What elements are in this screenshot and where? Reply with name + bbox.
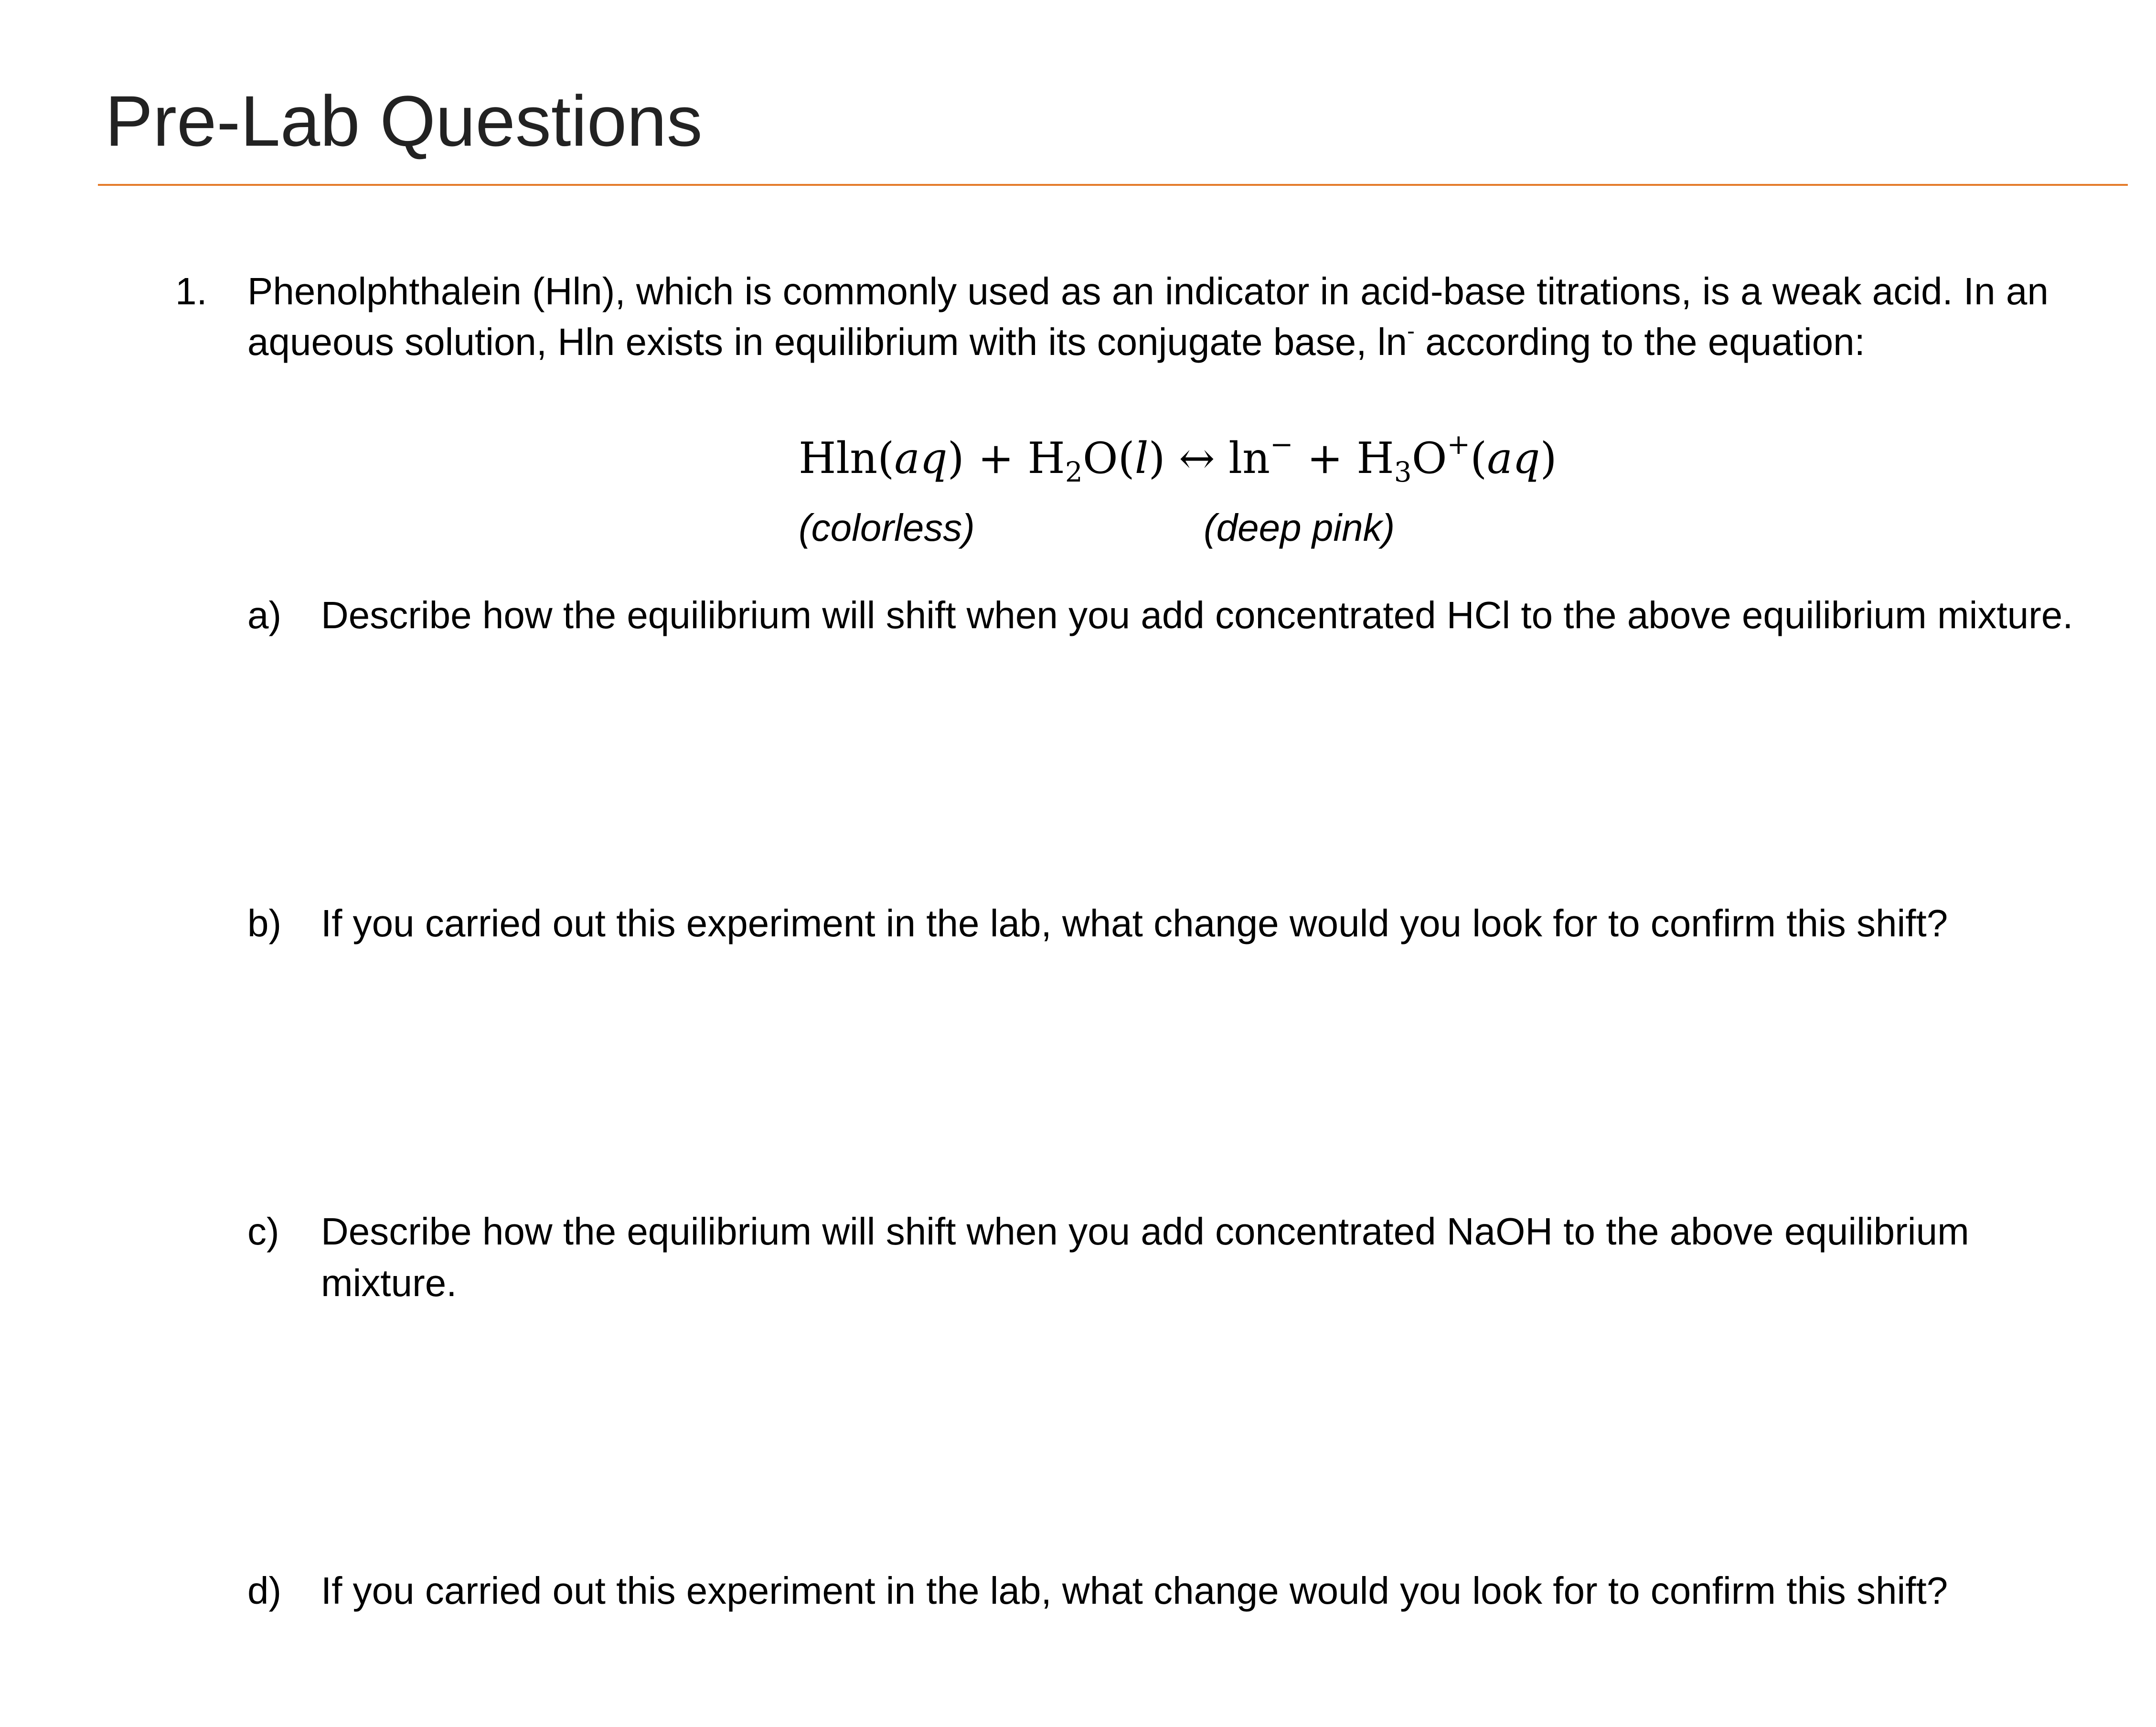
part-b-text: If you carried out this experiment in the lab, what change would you look for to confirm this shift? <box>321 902 1948 944</box>
eq-reactant-2-prefix: H <box>1027 433 1065 483</box>
part-c-letter: c) <box>247 1210 279 1253</box>
eq-product-2-suffix: O <box>1411 433 1447 483</box>
title-divider <box>98 184 2128 186</box>
part-a-letter: a) <box>247 594 282 636</box>
eq-product-2-subscript: 3 <box>1394 456 1412 488</box>
eq-arrow: ↔ <box>1179 433 1215 483</box>
eq-reactant-1: Hln <box>799 433 878 483</box>
intro-text-before: aqueous solution, Hln exists in equilibrium with its conjugate base, ln <box>247 321 1408 363</box>
eq-product-2-prefix: H <box>1356 433 1394 483</box>
eq-reactant-2-suffix: O <box>1082 433 1118 483</box>
eq-reactant-2-state: l <box>1134 433 1149 483</box>
part-a-text: Describe how the equilibrium will shift when you add concentrated HCl to the above equilibrium mixture. <box>321 594 2073 636</box>
intro-text-after: according to the equation: <box>1415 321 1865 363</box>
label-colorless: (colorless) <box>799 506 975 549</box>
part-b-letter: b) <box>247 902 282 944</box>
part-c-text-line-1: Describe how the equilibrium will shift when you add concentrated NaOH to the above equilibrium <box>321 1210 1969 1253</box>
eq-reactant-2-subscript: 2 <box>1065 456 1083 488</box>
eq-product-1: ln <box>1228 433 1270 483</box>
page-title: Pre-Lab Questions <box>105 81 703 161</box>
eq-plus-1: + <box>978 433 1014 483</box>
eq-reactant-1-state: aq <box>894 433 948 483</box>
eq-plus-2: + <box>1307 433 1343 483</box>
part-d-letter: d) <box>247 1569 282 1612</box>
label-deep-pink: (deep pink) <box>1204 506 1395 549</box>
eq-product-2-state: aq <box>1487 433 1540 483</box>
equilibrium-equation: $Hln(aq) + H_2O(l)$ ↔ $\ln^- + H_3O^+(aq)$ <box>799 428 1557 488</box>
eq-product-1-charge: − <box>1270 428 1293 461</box>
question-intro-line-1: Phenolphthalein (Hln), which is commonly used as an indicator in acid-base titrations, is a weak acid. In an <box>247 270 2049 312</box>
question-intro-line-2 <box>247 319 1865 363</box>
part-d-text: If you carried out this experiment in the lab, what change would you look for to confirm this shift? <box>321 1569 1948 1612</box>
question-number: 1. <box>175 270 207 312</box>
part-c-text-line-2: mixture. <box>321 1262 457 1304</box>
conjugate-base-charge: - <box>1407 319 1415 344</box>
eq-product-2-charge: + <box>1447 428 1471 461</box>
